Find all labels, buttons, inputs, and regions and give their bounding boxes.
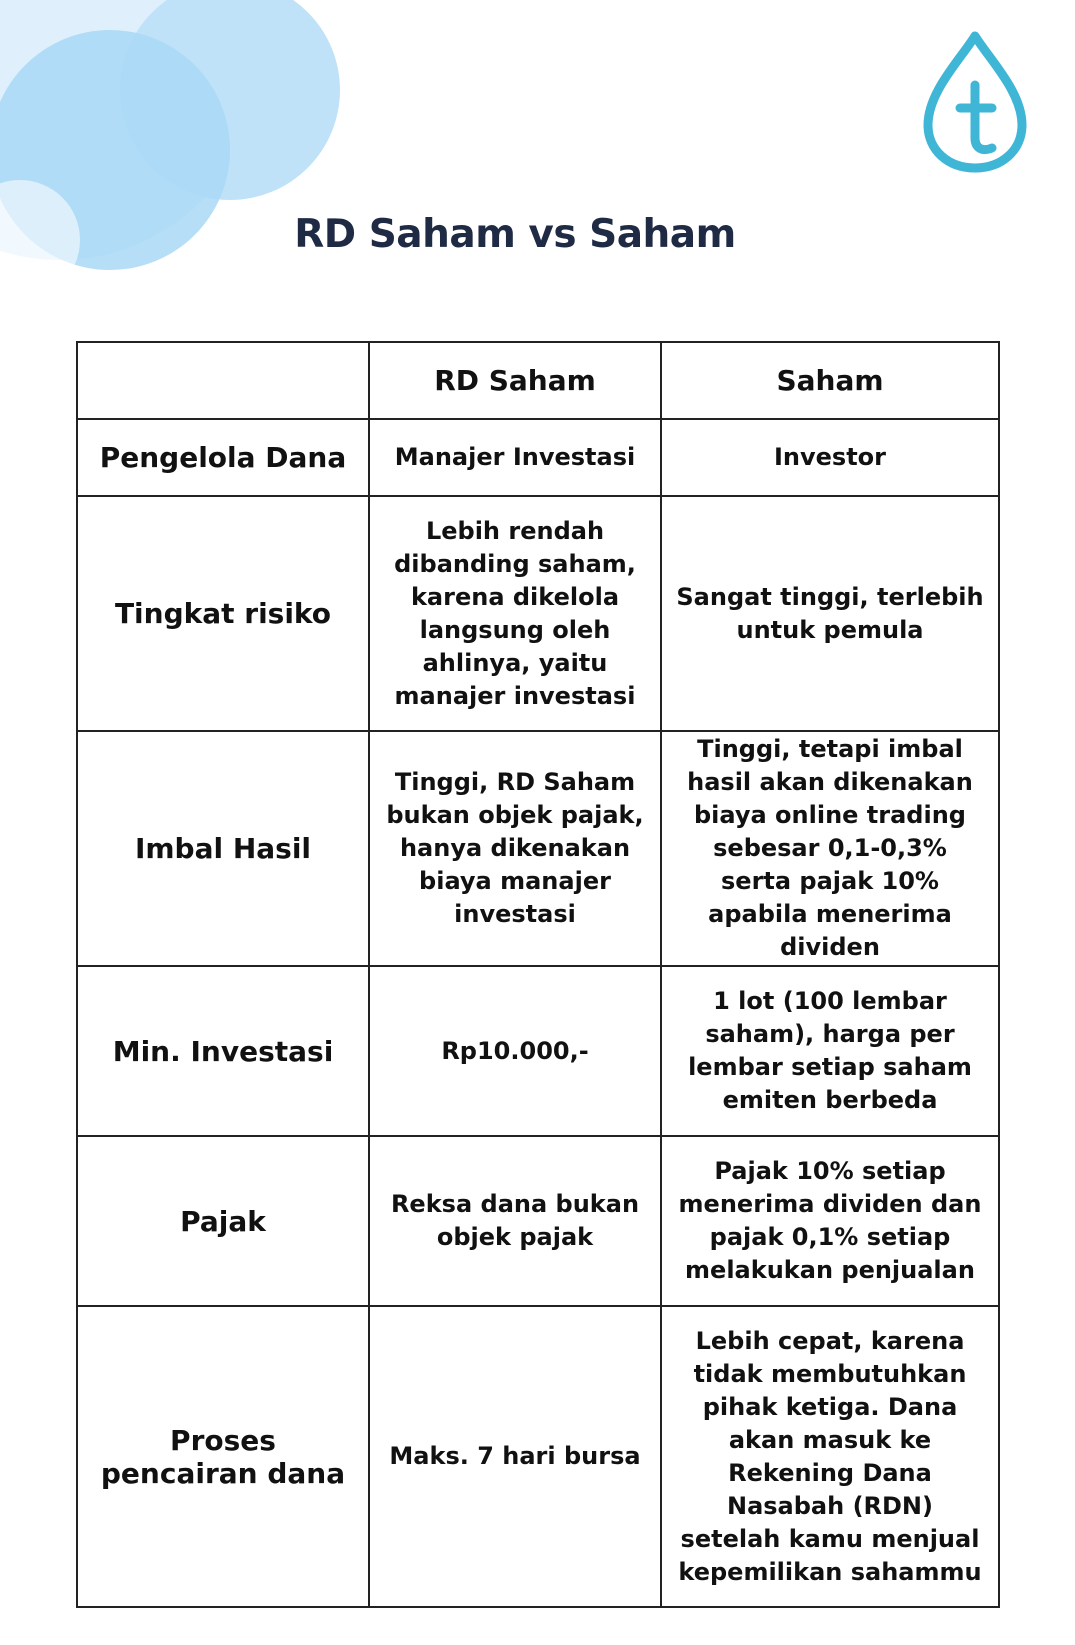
comparison-table xyxy=(76,341,1000,1608)
cell-rd-saham: Reksa dana bukan objek pajak xyxy=(369,1136,661,1306)
cell-saham: Investor xyxy=(661,419,999,496)
table-row xyxy=(77,1306,999,1607)
table-row xyxy=(77,731,999,966)
table-row xyxy=(77,1136,999,1306)
table-row xyxy=(77,966,999,1136)
cell-rd-saham: Tinggi, RD Saham bukan objek pajak, hanya dikenakan biaya manajer investasi xyxy=(369,731,661,966)
header-cell-empty xyxy=(77,342,369,419)
cell-saham: Pajak 10% setiap menerima dividen dan pajak 0,1% setiap melakukan penjualan xyxy=(661,1136,999,1306)
row-label: Imbal Hasil xyxy=(77,731,369,966)
cell-rd-saham: Maks. 7 hari bursa xyxy=(369,1306,661,1607)
row-label: Pengelola Dana xyxy=(77,419,369,496)
cell-saham: Sangat tinggi, terlebih untuk pemula xyxy=(661,496,999,731)
water-drop-t-logo xyxy=(920,30,1030,175)
header-cell-rd-saham: RD Saham xyxy=(369,342,661,419)
cell-saham: Tinggi, tetapi imbal hasil akan dikenakan biaya online trading sebesar 0,1-0,3% serta pajak 10% apabila menerima dividen xyxy=(661,731,999,966)
row-label: Tingkat risiko xyxy=(77,496,369,731)
cell-rd-saham: Manajer Investasi xyxy=(369,419,661,496)
cell-rd-saham: Lebih rendah dibanding saham, karena dikelola langsung oleh ahlinya, yaitu manajer investasi xyxy=(369,496,661,731)
table-header-row xyxy=(77,342,999,419)
cell-saham: Lebih cepat, karena tidak membutuhkan pihak ketiga. Dana akan masuk ke Rekening Dana Nasabah (RDN) setelah kamu menjual kepemilikan sahammu xyxy=(661,1306,999,1607)
table-row xyxy=(77,496,999,731)
cell-saham: 1 lot (100 lembar saham), harga per lembar setiap saham emiten berbeda xyxy=(661,966,999,1136)
row-label: Min. Investasi xyxy=(77,966,369,1136)
cell-rd-saham: Rp10.000,- xyxy=(369,966,661,1136)
header-cell-saham: Saham xyxy=(661,342,999,419)
row-label: Pajak xyxy=(77,1136,369,1306)
row-label: Proses pencairan dana xyxy=(77,1306,369,1607)
table-row xyxy=(77,419,999,496)
page-title: RD Saham vs Saham xyxy=(294,212,736,257)
